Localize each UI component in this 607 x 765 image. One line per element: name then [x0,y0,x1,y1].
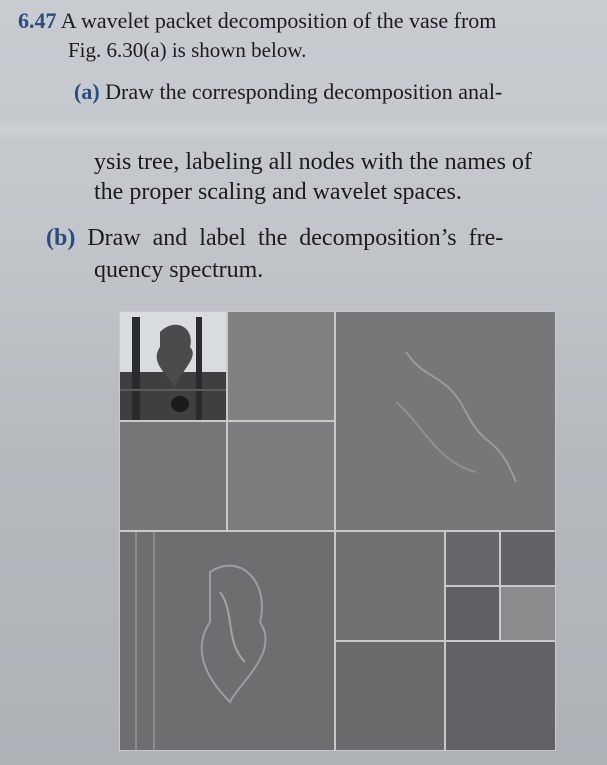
part-a-text-2: ysis tree, labeling all nodes with the names of [94,149,532,175]
part-b-line-2 [94,258,263,282]
problem-number: 6.47 [18,8,57,33]
part-a-line-3 [94,180,462,204]
problem-text-2: Fig. 6.30(a) is shown below. [68,38,307,62]
part-b-text-2: quency spectrum. [94,257,264,283]
part-a-line-1 [74,80,502,104]
subband-dvh [500,531,556,586]
part-a-text-1: Draw the corresponding decomposition anal- [105,79,503,104]
problem-line-1 [18,9,496,33]
problem-text-1: A wavelet packet decomposition of the vase from [60,8,497,33]
subband-v [119,531,335,751]
page-fold [0,116,607,142]
vase-thumbnail [120,312,226,420]
subband-aah [227,311,335,421]
subband-dd [445,641,556,751]
subband-da [335,531,445,641]
subband-h [335,311,556,531]
wavelet-packet-figure [119,311,556,751]
part-b-text-1: Draw and label the decomposition’s fre- [87,225,504,251]
subband-dh [335,641,445,751]
subband-aad [227,421,335,531]
part-a-line-2 [94,150,532,174]
part-b-label: (b) [46,225,76,251]
subband-aav [119,421,227,531]
edge-detail [336,312,555,530]
part-b-line-1 [46,226,503,250]
subband-dvv [445,586,500,641]
subband-dva [445,531,500,586]
vase-outline-detail [120,532,334,750]
problem-line-2 [68,38,306,62]
bleed-through-text [40,70,46,96]
subband-dvd [500,586,556,641]
part-a-label: (a) [74,79,100,104]
part-a-text-3: the proper scaling and wavelet spaces. [94,179,462,205]
subband-aaa [119,311,227,421]
